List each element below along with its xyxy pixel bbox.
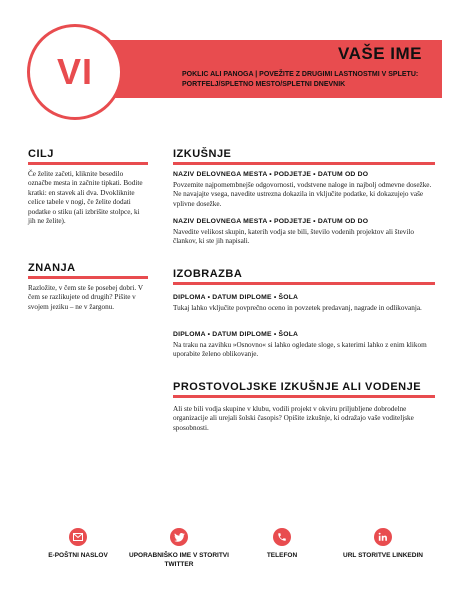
volunteer-text[interactable]: Ali ste bili vodja skupine v klubu, vodili projekt v okviru priljubljene dobrodelne organizacije ali urejali šolski časopis? Opišite izkušnje, ki odražajo vaše voditeljske sposobnosti.	[173, 405, 414, 432]
name-title[interactable]: VAŠE IME	[338, 44, 422, 63]
objective-text[interactable]: Če želite začeti, kliknite besedilo označbe mesta in začnite tipkati. Bodite kratki: en stavek ali dva. Dvokliknite celice tabele v nogi, če želite dodati podatke o stiku (ali izbrišite stolpce, ki jih ne želite).	[28, 170, 143, 226]
objective-heading[interactable]: CILJ	[28, 148, 54, 160]
volunteer-heading[interactable]: PROSTOVOLJSKE IZKUŠNJE ALI VODENJE	[173, 381, 422, 393]
experience-item-1-title[interactable]: NAZIV DELOVNEGA MESTA • PODJETJE • DATUM OD DO	[173, 171, 369, 178]
phone-icon[interactable]	[273, 528, 291, 546]
skills-text[interactable]: Razložite, v čem ste še posebej dobri. V čem se razlikujete od drugih? Pišite v svojem jeziku – ne v žargonu.	[28, 284, 143, 311]
skills-heading[interactable]: ZNANJA	[28, 262, 76, 274]
education-rule	[173, 282, 435, 285]
contact-twitter-label[interactable]: UPORABNIŠKO IME V STORITVI TWITTER	[129, 552, 229, 568]
experience-item-1-desc[interactable]: Povzemite najpomembnejše odgovornosti, vodstvene naloge in najbolj odmevne dosežke. Ne navajajte vsega, navedite ustrezna dokazila in vključite podatke, ki dokazujejo vaše vplivne dosežke.	[173, 181, 432, 208]
monogram-circle	[27, 24, 123, 120]
education-item-1-desc[interactable]: Tukaj lahko vključite povprečno oceno in povzetek predavanj, nagrade in odlikovanja.	[173, 304, 422, 312]
experience-rule	[173, 162, 435, 165]
email-icon[interactable]	[69, 528, 87, 546]
contact-email-label[interactable]: E-POŠTNI NASLOV	[48, 552, 108, 559]
profession-line[interactable]: POKLIC ALI PANOGA | POVEŽITE Z DRUGIMI LASTNOSTMI V SPLETU: PORTFELJ/SPLETNO MESTO/SPLETNI DNEVNIK	[182, 71, 419, 88]
education-heading[interactable]: IZOBRAZBA	[173, 268, 243, 280]
linkedin-icon[interactable]	[374, 528, 392, 546]
education-item-1-title[interactable]: DIPLOMA • DATUM DIPLOME • ŠOLA	[173, 294, 299, 301]
monogram-initials[interactable]: VI	[56, 51, 93, 92]
twitter-icon[interactable]	[170, 528, 188, 546]
contact-linkedin-label[interactable]: URL STORITVE LINKEDIN	[343, 552, 423, 559]
objective-rule	[28, 162, 148, 165]
education-item-2-title[interactable]: DIPLOMA • DATUM DIPLOME • ŠOLA	[173, 331, 299, 338]
contact-phone-label[interactable]: TELEFON	[266, 552, 298, 559]
volunteer-rule	[173, 395, 435, 398]
skills-rule	[28, 276, 148, 279]
experience-item-2-desc[interactable]: Navedite velikost skupin, katerih vodja ste bili, število vodenih projektov ali število člankov, ki ste jih napisali.	[173, 228, 414, 246]
education-item-2-desc[interactable]: Na traku na zavihku »Osnovno« si lahko ogledate sloge, s katerimi lahko z enim klikom uporabite želeno oblikovanje.	[173, 341, 427, 359]
experience-heading[interactable]: IZKUŠNJE	[173, 148, 232, 160]
experience-item-2-title[interactable]: NAZIV DELOVNEGA MESTA • PODJETJE • DATUM OD DO	[173, 218, 369, 225]
